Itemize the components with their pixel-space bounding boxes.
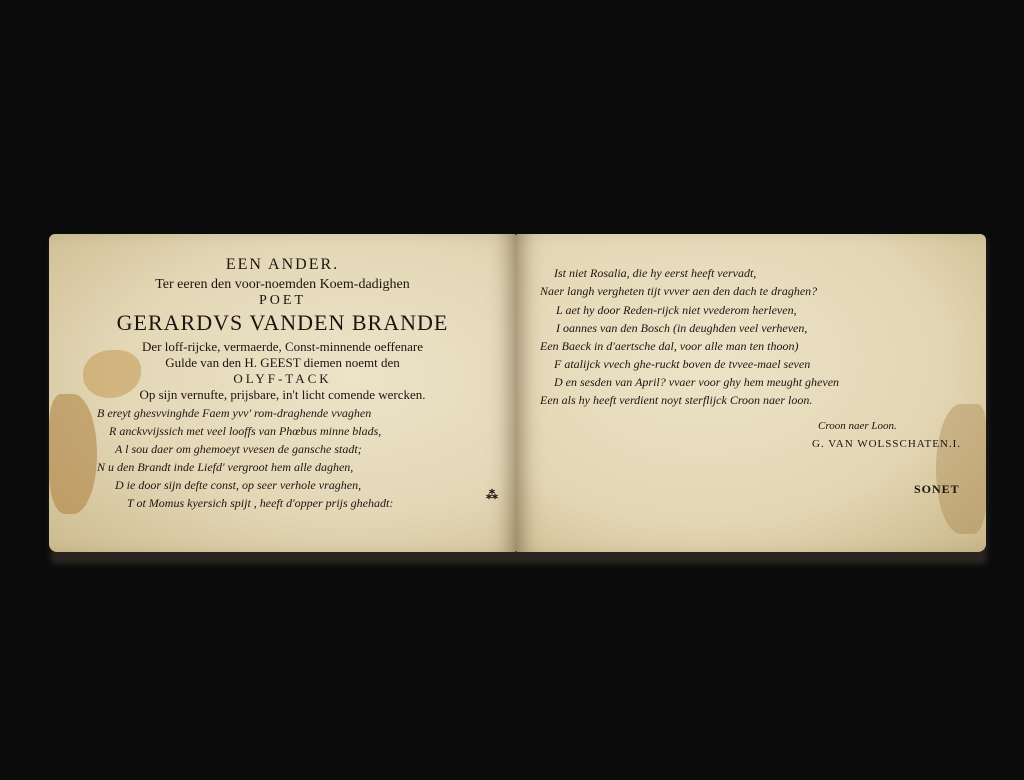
poem-subheading: Ter eeren den voor-noemden Koem-dadighen — [155, 277, 410, 292]
water-stain — [49, 394, 97, 514]
dedication-line: Op sijn vernufte, prijsbare, in't licht comende wercken. — [139, 387, 426, 402]
catchword: ⁂ — [486, 488, 498, 502]
verse-line: Naer langh vergheten tijt vvver aen den dach te draghen? — [540, 284, 818, 298]
verse-line: F atalijck vvech ghe-ruckt boven de tvvee-mael seven — [554, 357, 811, 371]
poem-role: POET — [259, 293, 306, 308]
verse-line: D ie door sijn defte const, op seer verhole vraghen, — [115, 478, 362, 492]
motto: Croon naer Loon. — [818, 420, 897, 432]
verse-line: Een als hy heeft verdient noyt sterflijck Croon naer loon. — [540, 393, 813, 407]
right-page — [516, 234, 986, 552]
poet-name: GERARDVS VANDEN BRANDE — [116, 310, 449, 335]
dedication-line: Gulde van den H. GEEST diemen noemt den — [165, 355, 400, 370]
verse-line: I oannes van den Bosch (in deughden veel verheven, — [556, 321, 808, 335]
catchword: SONET — [914, 482, 960, 496]
water-stain — [936, 404, 986, 534]
dedication-line: Der loff-rijcke, vermaerde, Const-minnende oeffenare — [141, 339, 424, 354]
verse-line: L aet hy door Reden-rijck niet vvederom herleven, — [556, 303, 797, 317]
open-book — [45, 228, 990, 560]
verse-line: D en sesden van April? vvaer voor ghy hem meught gheven — [554, 375, 840, 389]
verse-line: T ot Momus kyersich spijt , heeft d'opper prijs ghehadt: — [127, 496, 394, 510]
verse-line: A l sou daer om ghemoeyt vvesen de gansche stadt; — [115, 442, 362, 456]
verse-line: B ereyt ghesvvinghde Faem yvv' rom-draghende vvaghen — [97, 406, 372, 420]
dedication-line: OLYF-TACK — [233, 371, 332, 386]
author-signature: G. VAN WOLSSCHATEN.I. — [812, 438, 962, 450]
verse-line: N u den Brandt inde Liefd' vergroot hem alle daghen, — [97, 460, 354, 474]
verse-line: Ist niet Rosalia, die hy eerst heeft vervadt, — [554, 266, 757, 280]
poem-heading: EEN ANDER. — [225, 256, 340, 273]
verse-line: R anckvvijssich met veel looffs van Phœbus minne blads, — [109, 424, 382, 438]
verse-line: Een Baeck in d'aertsche dal, voor alle man ten thoon) — [540, 339, 799, 353]
left-page — [49, 234, 516, 552]
